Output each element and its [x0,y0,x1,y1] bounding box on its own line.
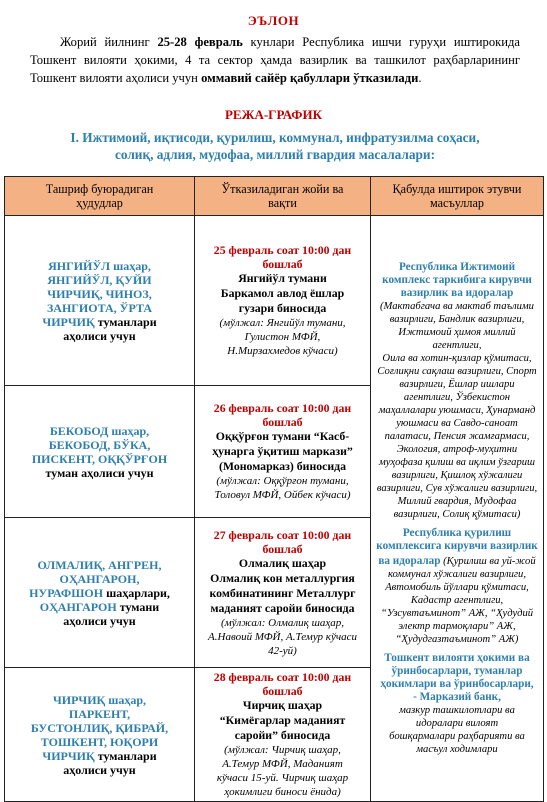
participants-social-complex: Республика Ижтимоий [398,261,516,273]
reception-date: 26 феврaль соат 10:00 дан [213,401,352,415]
intro-text-3: . [418,71,422,85]
reception-date: 28 феврaль соат 10:00 дан [213,670,352,684]
participants-construction-complex: Республика қурилиш [402,527,512,539]
venue-name: Оққўрғон тумани “Касб- [215,429,350,443]
intro-reception-type: оммавий сайёр қабуллари ўтказилади [201,71,419,85]
venue-name: Олмалиқ шаҳар [238,555,327,570]
districts-cell: ЯНГИЙЎЛ шаҳар, ЯНГИЙЎЛ, ҚУЙИ ЧИРЧИҚ, ЧИНОЗ, ЗАНГИОТА, ЎРТА ЧИРЧИҚ туманлари аҳолиси учун [5,216,195,386]
header-districts: Ташриф буюрадиган ҳудудлар [5,177,195,216]
schedule-table [4,176,544,802]
venue-name: Янгийўл тумани [238,271,327,285]
announcement-title: ЭЪЛОН [247,13,300,28]
intro-paragraph [30,33,520,87]
reception-date: 27 феврaль соат 10:00 дан [213,527,352,542]
districts-cell: БЕКОБОД шаҳар, БЕКОБОД, БЎКА, ПИСКЕНТ, ОҚҚЎРҒОН туман аҳолиси учун [5,386,195,518]
venue-address: (мўлжал: Олмалиқ шаҳар, [220,616,345,629]
intro-text-2: кунлари Республика ишчи гуруҳи иштирокида Тошкент вилояти ҳокими, 4 та сектор ҳамда вазирлик ва ташкилот раҳбарларининг Тошкент вилояти аҳолиси учун [30,35,520,85]
table-row [5,216,544,386]
venue-cell: 27 феврaль соат 10:00 дан бошлаб Олмалиқ шаҳар Олмалиқ кон металлургия комбинатининг Металлург маданият саройи биносида (мўлжал: Олмалиқ шаҳар, А.Навоий МФЙ, А.Темур кўчаси 42-уй) [195,518,371,668]
venue-cell: 28 феврaль соат 10:00 дан бошлаб Чирчиқ шаҳар “Кимёгарлар маданият саройи” биносида (мўлжал: Чирчиқ шаҳар, А.Темур МФЙ, Маданият кўчаси 15-уй. Чирчиқ шаҳар ҳокимлиги биноси ёнида) [195,668,371,802]
venue-cell: 25 феврaль соат 10:00 дан бошлаб Янгийўл тумани Баркамол авлод ёшлар гузари биносида (мўлжал: Янгийўл тумани, Гулистон МФЙ, Н.Мирзахмедов кўчаси) [195,216,371,386]
header-participants: Қабулда иштирок этувчи масъуллар [371,177,544,216]
districts-cell: ОЛМАЛИҚ, АНГРЕН, ОҲАНГАРОН, НУРАФШОН шаҳарлари, ОҲАНГАРОН тумани аҳолиси учун [5,518,195,668]
header-venue-time: Ўтказиладиган жойи ва вақти [195,177,371,216]
participants-regional-administration: Тошкент вилояти ҳокими ва [384,652,530,664]
venue-cell: 26 феврaль соат 10:00 дан бошлаб Оққўрғон тумани “Касб- ҳунарга ўқитиш маркази” (Мономарказ) биносида (мўлжал: Оққўрғон тумани, Толовул МФЙ, Ойбек кўчаси) [195,386,371,518]
venue-address: (мўлжал: Оққўрғон тумани, [216,475,349,487]
districts-cell: ЧИРЧИҚ шаҳар, ПАРКЕНТ, БУСТОНЛИҚ, ҚИБРАЙ, ТОШКЕНТ, ЮҚОРИ ЧИРЧИҚ туманлари аҳолиси учун [5,668,195,802]
section-heading-line-2: солиқ, адлия, мудофаа, миллий гвардия масалалари: [114,147,436,162]
intro-text-1: Жорий йилнинг [60,35,158,49]
intro-dates: 25-28 феврaль [157,35,243,49]
section-heading-line-1: I. Ижтимоий, иқтисоди, қурилиш, коммунал, инфратузилма соҳаси, [70,130,480,145]
venue-name: Чирчиқ шаҳар [242,698,323,712]
reception-date: 25 феврaль соат 10:00 дан [213,243,352,257]
table-header-row [5,177,544,216]
venue-address: (мўлжал: Янгийўл тумани, [219,317,346,329]
schedule-subtitle: РЕЖА-ГРАФИК [224,107,322,122]
venue-address: (мўлжал: Чирчиқ шаҳар, [224,744,341,756]
participants-cell: Республика Ижтимоий комплекс таркибига кирувчи вазирлик ва идоралар (Мактабгача ва мактаб таълими вазирлиги, Бандлик вазирлиги, Ижтимоий ҳимоя миллий агентлиги, Оила ва хотин-қизлар қўмитаси, Соғлиқни сақлаш вазирлиги, Спорт вазирлиги, Ёшлар ишлари агентлиги, Ўзбекистон маҳаллалари уюшмаси, Ҳунарманд уюшмаси ва Савдо-саноат палатаси, Пенсия жамғармаси, Экология, атроф-муҳитни муҳофаза қилиш ва иқлим ўзгариш вазирлиги, Қишлоқ хўжалиги вазирлиги, Сув хўжалиги вазирлиги, Миллий гвардия, Мудофаа вазирлиги, Солиқ қўмитаси) Республика қурилиш комплексига кирувчи вазирлик ва идоралар (Қурилиш ва уй-жой коммунал хўжалиги вазирлиги, Автомобиль йўллари қўмитаси, Кадастр агентлиги, “Узсувтаъминот” АЖ, “Ҳудудий электр тармоқлари” АЖ, “Ҳудудгазтаъминот” АЖ) Тошкент вилояти ҳокими ва ўринбосарлари, туманлар ҳокимлари ва ўринбосарлари, - Марказий банк, мазкур ташкилотлари ва идоралари вилоят бошқармалари раҳбарияти ва масъул ходимлари [371,216,544,802]
section-heading [20,129,530,163]
